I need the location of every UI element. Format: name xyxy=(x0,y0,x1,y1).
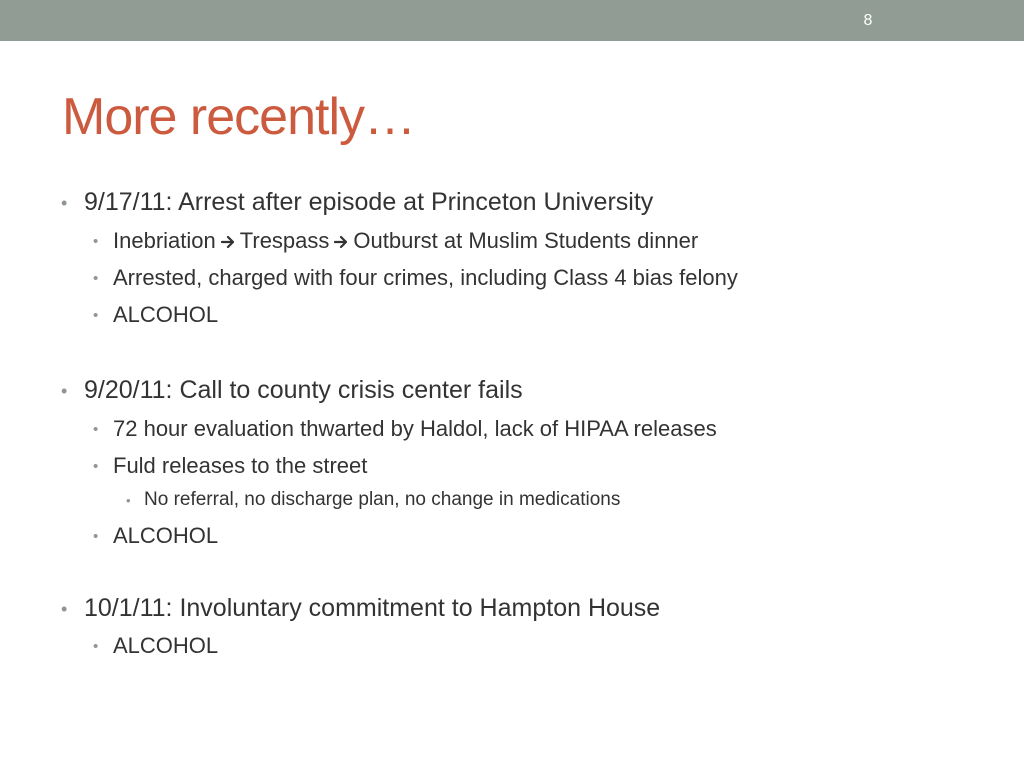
list-item: • ALCOHOL xyxy=(93,633,219,658)
item-part: Outburst at Muslim Students dinner xyxy=(353,228,699,253)
item-part: Trespass xyxy=(239,228,330,253)
item-part: Inebriation xyxy=(113,228,216,253)
section-heading: • 9/20/11: Call to county crisis center fails xyxy=(61,376,523,404)
slide-title: More recently… xyxy=(62,88,415,146)
arrow-right-icon xyxy=(334,234,350,250)
bullet-icon: • xyxy=(61,599,68,619)
section-heading: • 9/17/11: Arrest after episode at Princeton University xyxy=(61,188,654,216)
sub-list-item: • No referral, no discharge plan, no change in medications xyxy=(126,489,621,510)
bullet-icon: • xyxy=(93,421,99,438)
top-bar xyxy=(0,0,1024,41)
bullet-icon: • xyxy=(61,193,68,213)
list-item: • ALCOHOL xyxy=(93,523,219,548)
list-item: • ALCOHOL xyxy=(93,302,219,327)
bullet-icon: • xyxy=(93,528,99,545)
list-item xyxy=(93,228,698,254)
slide-number: 8 xyxy=(863,12,873,29)
list-item: • Fuld releases to the street xyxy=(93,453,368,478)
bullet-icon: • xyxy=(93,233,99,250)
list-item: • Arrested, charged with four crimes, including Class 4 bias felony xyxy=(93,265,738,290)
arrow-right-icon xyxy=(221,234,237,250)
bullet-icon: • xyxy=(61,381,68,401)
section-heading: • 10/1/11: Involuntary commitment to Hampton House xyxy=(61,594,661,622)
bullet-icon: • xyxy=(93,638,99,655)
list-item: • 72 hour evaluation thwarted by Haldol, lack of HIPAA releases xyxy=(93,416,717,441)
bullet-icon: • xyxy=(93,270,99,287)
bullet-icon: • xyxy=(93,307,99,324)
bullet-icon: • xyxy=(93,458,99,475)
bullet-icon: • xyxy=(126,493,131,508)
